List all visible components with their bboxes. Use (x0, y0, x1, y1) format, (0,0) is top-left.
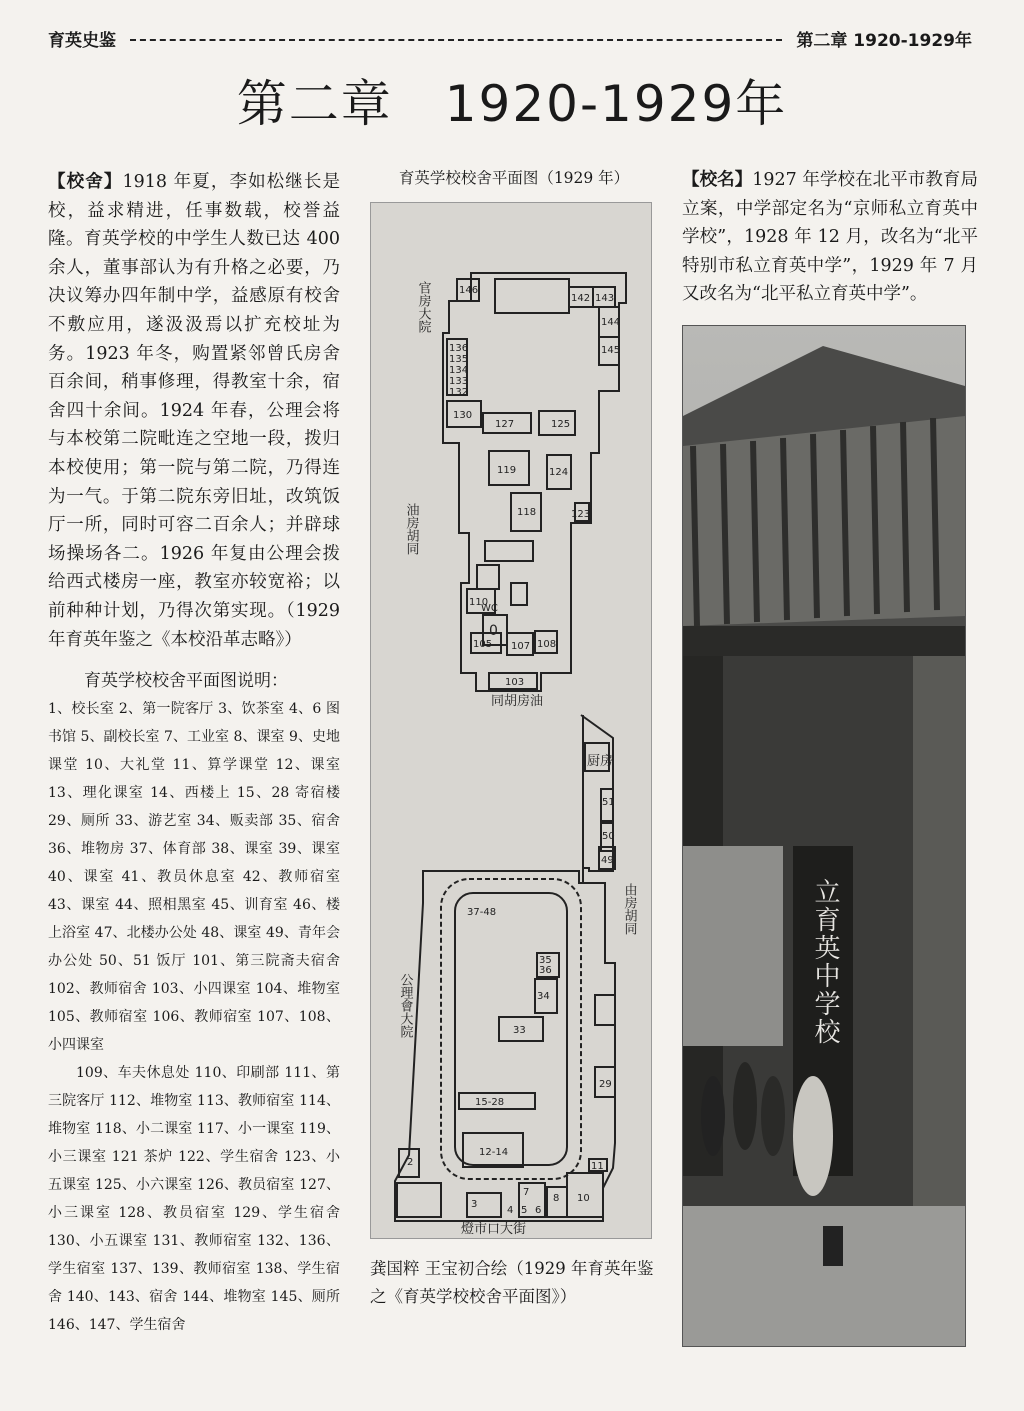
map-room-label: 51 (602, 797, 615, 808)
map-room-label: 125 (551, 419, 571, 430)
map-room-label: 7 (523, 1187, 530, 1198)
photo-illustration (683, 326, 965, 1346)
map-room-label: 12-14 (479, 1147, 509, 1158)
map-room-label: 124 (549, 467, 569, 478)
map-room-label: 50 (602, 831, 615, 842)
map-room-label: 36 (539, 965, 552, 976)
map-room-label: 0 (489, 623, 498, 639)
school-gate-plaque: 立育英中学校 (810, 877, 840, 1046)
map-room-label: 142 (571, 293, 591, 304)
section-tag: 【校舍】 (48, 172, 123, 192)
school-name-paragraph (682, 166, 978, 309)
map-street-label: 厨房 (587, 754, 614, 769)
map-room-label: 143 (595, 293, 615, 304)
map-room-label: 133 (449, 376, 469, 387)
section-tag: 【校名】 (682, 170, 753, 190)
campus-floor-plan (370, 202, 652, 1239)
map-room-label: 8 (553, 1193, 560, 1204)
map-room-label: 3 (471, 1199, 478, 1210)
map-street-label: 油房胡同 (403, 503, 419, 555)
school-buildings-paragraph (48, 168, 340, 654)
map-title: 育英学校校舍平面图（1929 年） (398, 169, 630, 187)
map-street-label: 官房大院 (415, 281, 431, 333)
school-gate-photo (682, 325, 966, 1347)
legend-text-1: 1、校长室 2、第一院客厅 3、饮茶室 4、6 图书馆 5、副校长室 7、工业室 8、课室 9、史地课堂 10、大礼堂 11、算学课堂 12、课室 13、理化课室 14、西楼上 15、28 寄宿楼 29、厕所 33、游艺室 34、贩卖部 35、宿舍 36、堆物房 37、体育部 38、课室 39、课室 40、课室 41、教员休息室 42、教师宿室 43、课室 44、照相黑室 45、训育室 46、楼上浴室 47、北楼办公处 48、课室 49、青年会办公处 50、51 饭厅 101、第三院斋夫宿舍 102、教师宿舍 103、小四课室 104、堆物室 105、教师宿室 106、教师宿室 107、108、小四课室 (48, 701, 340, 1054)
map-room-label: 119 (497, 465, 517, 476)
legend-title: 育英学校校舍平面图说明： (84, 671, 288, 692)
map-room-label: 108 (537, 639, 557, 650)
map-room-label: 37-48 (467, 907, 497, 918)
map-room-label: 132 (449, 387, 469, 398)
map-room-label: 29 (599, 1079, 612, 1090)
map-credit-caption: 龚国粹 王宝初合绘（1929 年育英年鉴之《育英学校校舍平面图》） (370, 1259, 654, 1306)
map-street-label: 燈市口大街 (461, 1222, 527, 1237)
book-title: 育英史鉴 (48, 30, 116, 51)
map-room-label: 146 (459, 285, 479, 296)
map-room-label: 144 (601, 317, 621, 328)
middle-column (366, 166, 662, 1311)
right-column (682, 166, 978, 1347)
paragraph-text: 1918 年夏，李如松继长是校，益求精进，任事数载，校誉益隆。育英学校的中学生人数已达 400 余人，董事部认为有升格之必要，乃决议筹办四年制中学，益感原有校舍不敷应用，遂汲汲焉以扩充校址为务。1923 年冬，购置紧邻曾氏房舍百余间，稍事修理，得教室十余，宿舍四十余间。1924 年春，公理会将与本校第二院毗连之空地一段，拨归本校使用；第一院与第二院，乃得连为一气。于第二院东旁旧址，改筑饭厅一所，同时可容二百余人；并辟球场操场各二。1926 年复由公理会拨给西式楼房一座，教室亦较宽裕；以前种种计划，乃得次第实现。（1929 年育英年鉴之《本校沿革志略》） (48, 172, 340, 650)
legend-text-2: 109、车夫休息处 110、印刷部 111、第三院客厅 112、堆物室 113、教师宿室 114、堆物室 118、小二课室 117、小一课室 119、小三课室 121 茶炉 122、学生宿舍 123、小五课室 125、小六课室 126、教员宿室 127、小三课室 128、教员宿室 129、学生宿舍 130、小五课室 131、教师宿室 132、136、学生宿室 137、139、教师宿室 138、学生宿舍 140、143、宿舍 144、堆物室 145、厕所 146、147、学生宿舍 (48, 1065, 340, 1334)
header-leader-dots (130, 39, 782, 41)
map-room-label: 2 (407, 1157, 414, 1168)
map-room-label: 127 (495, 419, 515, 430)
map-room-label: 15-28 (475, 1097, 505, 1108)
map-room-label: 49 (601, 855, 614, 866)
map-room-label: 145 (601, 345, 621, 356)
map-room-label: 118 (517, 507, 537, 518)
map-room-label: WC (481, 603, 498, 614)
map-room-label: 135 (449, 354, 469, 365)
map-room-label: 11 (591, 1161, 604, 1172)
map-room-label: 123 (571, 509, 591, 520)
map-room-label: 107 (511, 641, 531, 652)
map-room-label: 110 (469, 597, 489, 608)
map-room-label: 6 (535, 1205, 542, 1216)
map-room-label: 130 (453, 410, 473, 421)
map-room-label: 134 (449, 365, 469, 376)
map-room-label: 33 (513, 1025, 526, 1036)
map-room-label: 103 (505, 677, 525, 688)
map-room-label: 5 (521, 1205, 528, 1216)
chapter-running-title: 第二章 1920-1929年 (796, 30, 972, 51)
left-column (48, 168, 340, 1339)
chapter-title: 第二章 1920-1929年 (236, 75, 788, 133)
paragraph-text: 1927 年学校在北平市教育局立案，中学部定名为“京师私立育英中学校”，1928 年 12 月，改名为“北平特别市私立育英中学”，1929 年 7 月又改名为“北平私立育英中学”。 (682, 170, 978, 305)
floor-plan-drawing (371, 203, 651, 1238)
map-room-label: 105 (473, 639, 493, 650)
map-street-label: 同胡房油 (491, 694, 544, 709)
running-header (48, 22, 972, 54)
map-street-label: 公理會大院 (397, 973, 413, 1038)
map-room-label: 136 (449, 343, 469, 354)
map-room-label: 4 (507, 1205, 514, 1216)
map-street-label: 由房胡同 (621, 883, 637, 935)
map-room-label: 35 (539, 955, 552, 966)
map-room-label: 34 (537, 991, 550, 1002)
map-room-label: 10 (577, 1193, 590, 1204)
